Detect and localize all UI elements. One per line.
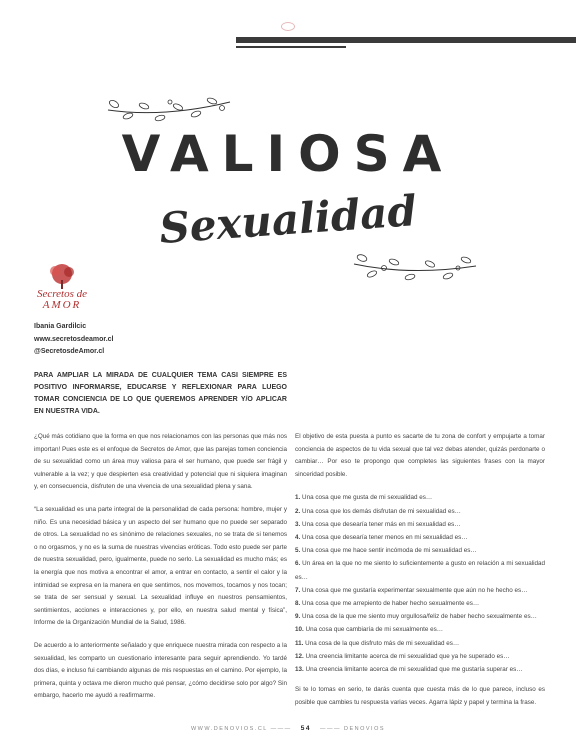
footer-brand: DENOVIOS: [344, 726, 386, 732]
author-block: [34, 321, 114, 359]
list-item-text: Un área en la que no me siento lo suficientemente a gusto en relación a mi sexualidad es…: [295, 560, 545, 581]
list-item: [295, 610, 545, 623]
list-item-text: Una cosa que desearía tener menos en mi sexualidad es…: [302, 533, 468, 541]
list-item-text: Una cosa que cambiaría de mi sexualmente es…: [305, 626, 444, 634]
paragraph: De acuerdo a lo anteriormente señalado y que enriquece nuestra mirada con respecto a la sexualidad, les comparto un cuestionario interesante para seguir aprendiendo. Yo tardé dos días, e incluso fui cambiando algunas de mis respuestas en el camino. Por ejemplo, la primera, quinta y octava me dieron mucho qué pensar, ¿cómo decidirse solo por algo? Sin embargo, hacerlo me ayudó a reafirmarme.: [34, 641, 287, 700]
list-item: [295, 597, 545, 610]
closing-paragraph: Si te lo tomas en serio, te darás cuenta que cuesta más de lo que parece, incluso es posible que cambies tu respuesta varias veces. Agarra lápiz y papel y termina la frase.: [295, 686, 545, 706]
intro-paragraph: El objetivo de esta puesta a punto es sacarte de tu zona de confort y empujarte a tomar conciencia de aspectos de tu vida sexual que tal vez debas atender, quizás perdonarte o cambiar… Por eso te propongo que completes las siguientes frases con la mayor sinceridad posible.: [295, 433, 545, 478]
page-subtitle: Sexualidad: [157, 186, 419, 253]
paragraph: “La sexualidad es una parte integral de la personalidad de cada persona: hombre, mujer y niño. Es una necesidad básica y un aspecto del ser humano que no puede ser separado de otros. La sexualidad no es sinónimo de relaciones sexuales, no se trata de si tenemos o no orgasmos, y no es la suma de nuestras vivencias eróticas. Todo esto puede ser parte de nuestra sexualidad, pero, igualmente, puede no serlo. La sexualidad es mucho más; es la energía que nos motiva a encontrar el amor, a entrar en contacto, a sentir el calor y la intimidad se expresa en la manera en que sentimos, nos movemos, tocamos y nos tocan; se trata de ser sensual y sexual. La sexualidad influye en nuestros pensamientos, sentimientos, acciones e interacciones y, por ello, en nuestra salud mental y física”, Informe de la Organización Mundial de la Salud, 1986.: [34, 505, 287, 627]
list-item-text: Una cosa que desearía tener más en mi sexualidad es…: [302, 520, 461, 528]
top-ornament: [281, 22, 295, 31]
list-item: [295, 584, 545, 597]
author-name: Ibania Gardilcic: [34, 323, 87, 330]
list-item-text: Una cosa que me gusta de mi sexualidad es…: [302, 494, 433, 502]
list-item-number: 4.: [295, 533, 301, 541]
questionnaire-list: [295, 491, 545, 676]
header-bar: [236, 37, 576, 43]
list-item-number: 13.: [295, 666, 304, 674]
author-social[interactable]: @SecretosdeAmor.cl: [34, 348, 105, 355]
list-item: [295, 505, 545, 518]
list-item-text: Una cosa que me arrepiento de haber hecho sexualmente es…: [302, 600, 480, 607]
list-item-number: 8.: [295, 600, 301, 607]
list-item: [295, 531, 545, 544]
list-item-text: Una cosa de la que me siento muy orgullosa/feliz de haber hecho sexualmente es…: [302, 613, 537, 621]
list-item-number: 5.: [295, 547, 301, 555]
header-bar-thin: [236, 46, 346, 48]
list-item: [295, 637, 545, 650]
lead-paragraph: PARA AMPLIAR LA MIRADA DE CUALQUIER TEMA CASI SIEMPRE ES POSITIVO INFORMARSE, EDUCARSE Y REFLEXIONAR PARA LUEGO TOMAR CONCIENCIA DE LO QUE QUEREMOS APRENDER Y/O APLICAR EN NUESTRA VIDA.: [34, 372, 287, 415]
list-item-number: 2.: [295, 507, 301, 515]
floral-branch-left: [104, 96, 234, 124]
list-item-text: Una cosa de la que disfruto más de mi sexualidad es…: [305, 639, 460, 647]
list-item: [295, 518, 545, 531]
list-item-text: Una cosa que me gustaría experimentar sexualmente que aún no he hecho es…: [302, 586, 528, 594]
list-item-text: Una creencia limitante acerca de mi sexualidad que me gustaría superar es…: [305, 666, 523, 674]
footer-website[interactable]: WWW.DENOVIOS.CL: [190, 726, 268, 732]
author-website[interactable]: www.secretosdeamor.cl: [34, 335, 114, 343]
page-title: VALIOSA: [121, 125, 455, 183]
list-item-number: 9.: [295, 613, 301, 621]
right-column: [295, 431, 545, 719]
list-item: [295, 623, 545, 636]
list-item-number: 6.: [295, 560, 301, 568]
list-item: [295, 650, 545, 663]
list-item-number: 7.: [295, 586, 301, 594]
page-footer: WWW.DENOVIOS.CL ——— 54 ——— DENOVIOS: [190, 725, 386, 732]
list-item-number: 1.: [295, 494, 301, 502]
left-column: [34, 431, 287, 713]
list-item: [295, 544, 545, 557]
brand-logo-text: Secretos de AMOR: [37, 288, 87, 311]
list-item-text: Una cosa que me hace sentir incómoda de mi sexualidad es…: [302, 547, 477, 555]
list-item: [295, 557, 545, 583]
list-item-number: 3.: [295, 520, 301, 528]
list-item-number: 10.: [295, 626, 304, 634]
list-item: [295, 491, 545, 504]
floral-branch-right: [350, 252, 480, 282]
list-item-number: 12.: [295, 652, 304, 660]
list-item-number: 11.: [295, 639, 304, 647]
paragraph: ¿Qué más cotidiano que la forma en que nos relacionamos con las personas que más nos importan! Pues este es el enfoque de Secretos de Amor, que las parejas tomen conciencia de su sexualidad como un área muy valiosa para el ser humano, que puede ser frágil y vulnerable a la vez; y que despierten esa creatividad y potencial que ni siquiera imaginan y, en consecuencia, disfruten de una vivencia de una sexualidad plena y sana.: [34, 433, 287, 491]
list-item-text: Una creencia limitante acerca de mi sexualidad que ya he superado es…: [305, 652, 510, 660]
list-item: [295, 663, 545, 676]
page-number: 54: [300, 725, 311, 732]
list-item-text: Una cosa que los demás disfrutan de mi sexualidad es…: [302, 507, 461, 515]
